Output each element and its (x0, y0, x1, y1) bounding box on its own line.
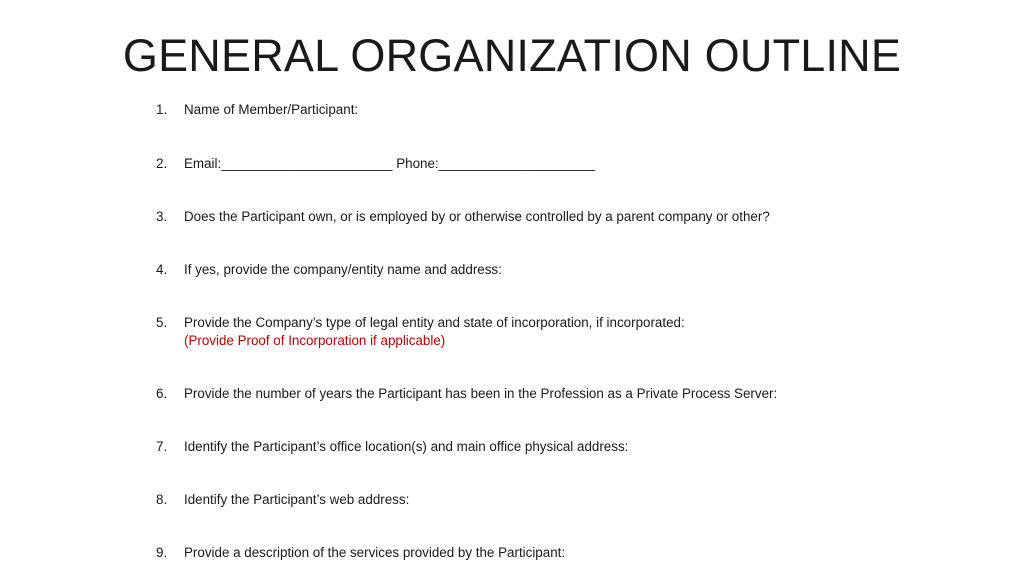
item-number: 6. (156, 386, 168, 401)
proof-note: (Provide Proof of Incorporation if applicable) (184, 333, 446, 348)
item-text: Provide a description of the services provided by the Participant: (184, 545, 566, 560)
item-number: 1. (156, 102, 168, 117)
item-number: 4. (156, 262, 168, 277)
item-number: 7. (156, 439, 168, 454)
item-text: Identify the Participant’s office location(s) and main office physical address: (184, 439, 629, 454)
item-text: Email:_______________________ Phone:_____________________ (184, 156, 596, 171)
item-text: Identify the Participant’s web address: (184, 492, 410, 507)
item-number: 5. (156, 315, 168, 330)
item-text: Name of Member/Participant: (184, 102, 359, 117)
item-number: 8. (156, 492, 168, 507)
page-title: GENERAL ORGANIZATION OUTLINE (122, 30, 902, 81)
item-text: If yes, provide the company/entity name and address: (184, 262, 502, 277)
item-text: Does the Participant own, or is employed by or otherwise controlled by a parent company or other? (184, 209, 770, 224)
item-number: 9. (156, 545, 168, 560)
item-text (184, 314, 685, 350)
item-number: 2. (156, 156, 168, 171)
item-main-text: Provide the Company’s type of legal entity and state of incorporation, if incorporated: (184, 315, 685, 330)
item-number: 3. (156, 209, 168, 224)
item-text: Provide the number of years the Participant has been in the Profession as a Private Process Server: (184, 386, 778, 401)
